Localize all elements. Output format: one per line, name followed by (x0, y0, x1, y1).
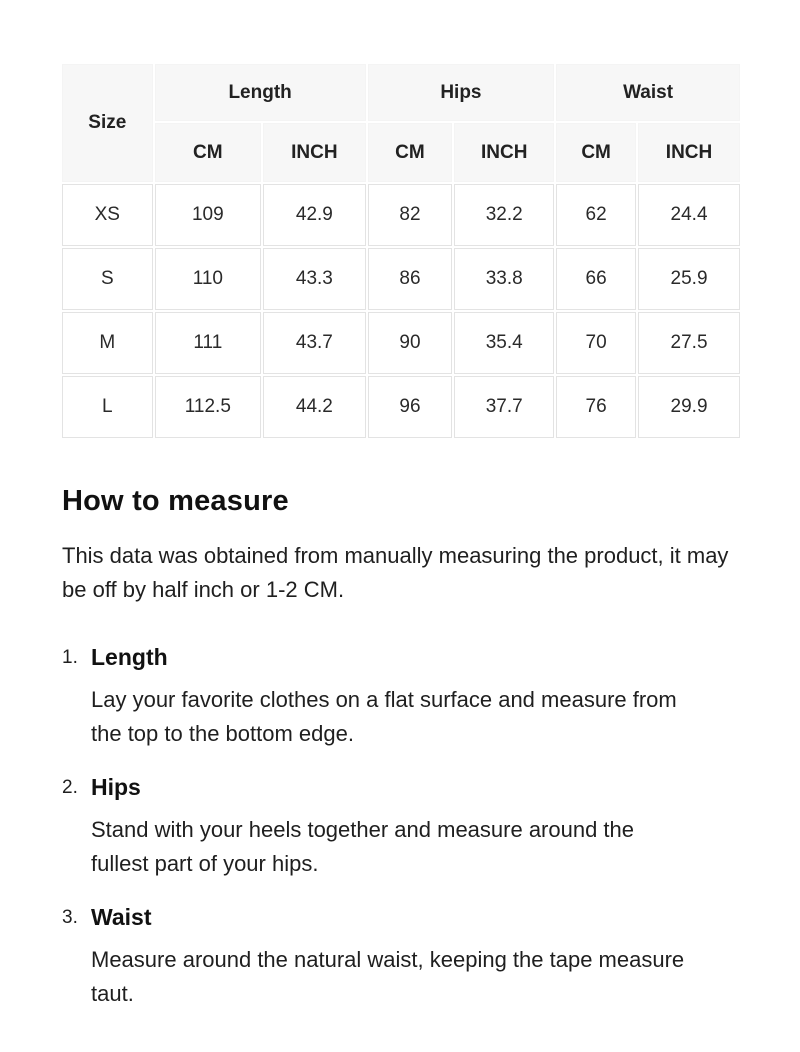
value-cell: 25.9 (638, 248, 740, 310)
length-cm-header: CM (155, 123, 262, 182)
waist-group-header: Waist (556, 64, 740, 121)
step-title-waist: Waist (91, 904, 152, 930)
value-cell: 111 (155, 312, 262, 374)
value-cell: 90 (368, 312, 453, 374)
size-cell: S (62, 248, 153, 310)
step-number: 3. (62, 907, 78, 928)
step-body (91, 904, 740, 1011)
list-item (62, 644, 740, 774)
step-number: 2. (62, 777, 78, 798)
step-title-length: Length (91, 644, 168, 670)
step-description: Stand with your heels together and measure around the fullest part of your hips. (91, 817, 635, 876)
waist-inch-header: INCH (638, 123, 740, 182)
table-header-group-row (62, 64, 740, 121)
value-cell: 37.7 (454, 376, 554, 438)
hips-group-header: Hips (368, 64, 554, 121)
waist-cm-header: CM (556, 123, 636, 182)
list-item (62, 904, 740, 1011)
size-cell: M (62, 312, 153, 374)
value-cell: 96 (368, 376, 453, 438)
value-cell: 32.2 (454, 184, 554, 246)
value-cell: 33.8 (454, 248, 554, 310)
value-cell: 112.5 (155, 376, 262, 438)
value-cell: 76 (556, 376, 636, 438)
length-group-header: Length (155, 64, 366, 121)
size-cell: L (62, 376, 153, 438)
table-row (62, 312, 740, 374)
value-cell: 24.4 (638, 184, 740, 246)
step-description: Measure around the natural waist, keeping the tape measure taut. (91, 947, 685, 1006)
table-row (62, 376, 740, 438)
value-cell: 62 (556, 184, 636, 246)
how-to-measure-heading: How to measure (62, 485, 289, 517)
step-description: Lay your favorite clothes on a flat surface and measure from the top to the bottom edge. (91, 687, 677, 746)
value-cell: 43.7 (263, 312, 366, 374)
step-number: 1. (62, 647, 78, 668)
table-header-units-row (62, 123, 740, 182)
value-cell: 66 (556, 248, 636, 310)
value-cell: 70 (556, 312, 636, 374)
value-cell: 110 (155, 248, 262, 310)
hips-inch-header: INCH (454, 123, 554, 182)
value-cell: 27.5 (638, 312, 740, 374)
value-cell: 35.4 (454, 312, 554, 374)
size-column-header: Size (62, 64, 153, 182)
step-body (91, 774, 740, 904)
value-cell: 109 (155, 184, 262, 246)
list-item (62, 774, 740, 904)
hips-cm-header: CM (368, 123, 453, 182)
table-row (62, 184, 740, 246)
step-title-hips: Hips (91, 774, 141, 800)
value-cell: 44.2 (263, 376, 366, 438)
size-cell: XS (62, 184, 153, 246)
step-body (91, 644, 740, 774)
measure-steps-list (62, 644, 740, 1011)
value-cell: 42.9 (263, 184, 366, 246)
table-row (62, 248, 740, 310)
value-cell: 86 (368, 248, 453, 310)
size-chart-table (60, 62, 742, 440)
value-cell: 82 (368, 184, 453, 246)
value-cell: 29.9 (638, 376, 740, 438)
measure-intro-text: This data was obtained from manually measuring the product, it may be off by half inch or 1-2 CM. (62, 543, 729, 602)
value-cell: 43.3 (263, 248, 366, 310)
length-inch-header: INCH (263, 123, 366, 182)
